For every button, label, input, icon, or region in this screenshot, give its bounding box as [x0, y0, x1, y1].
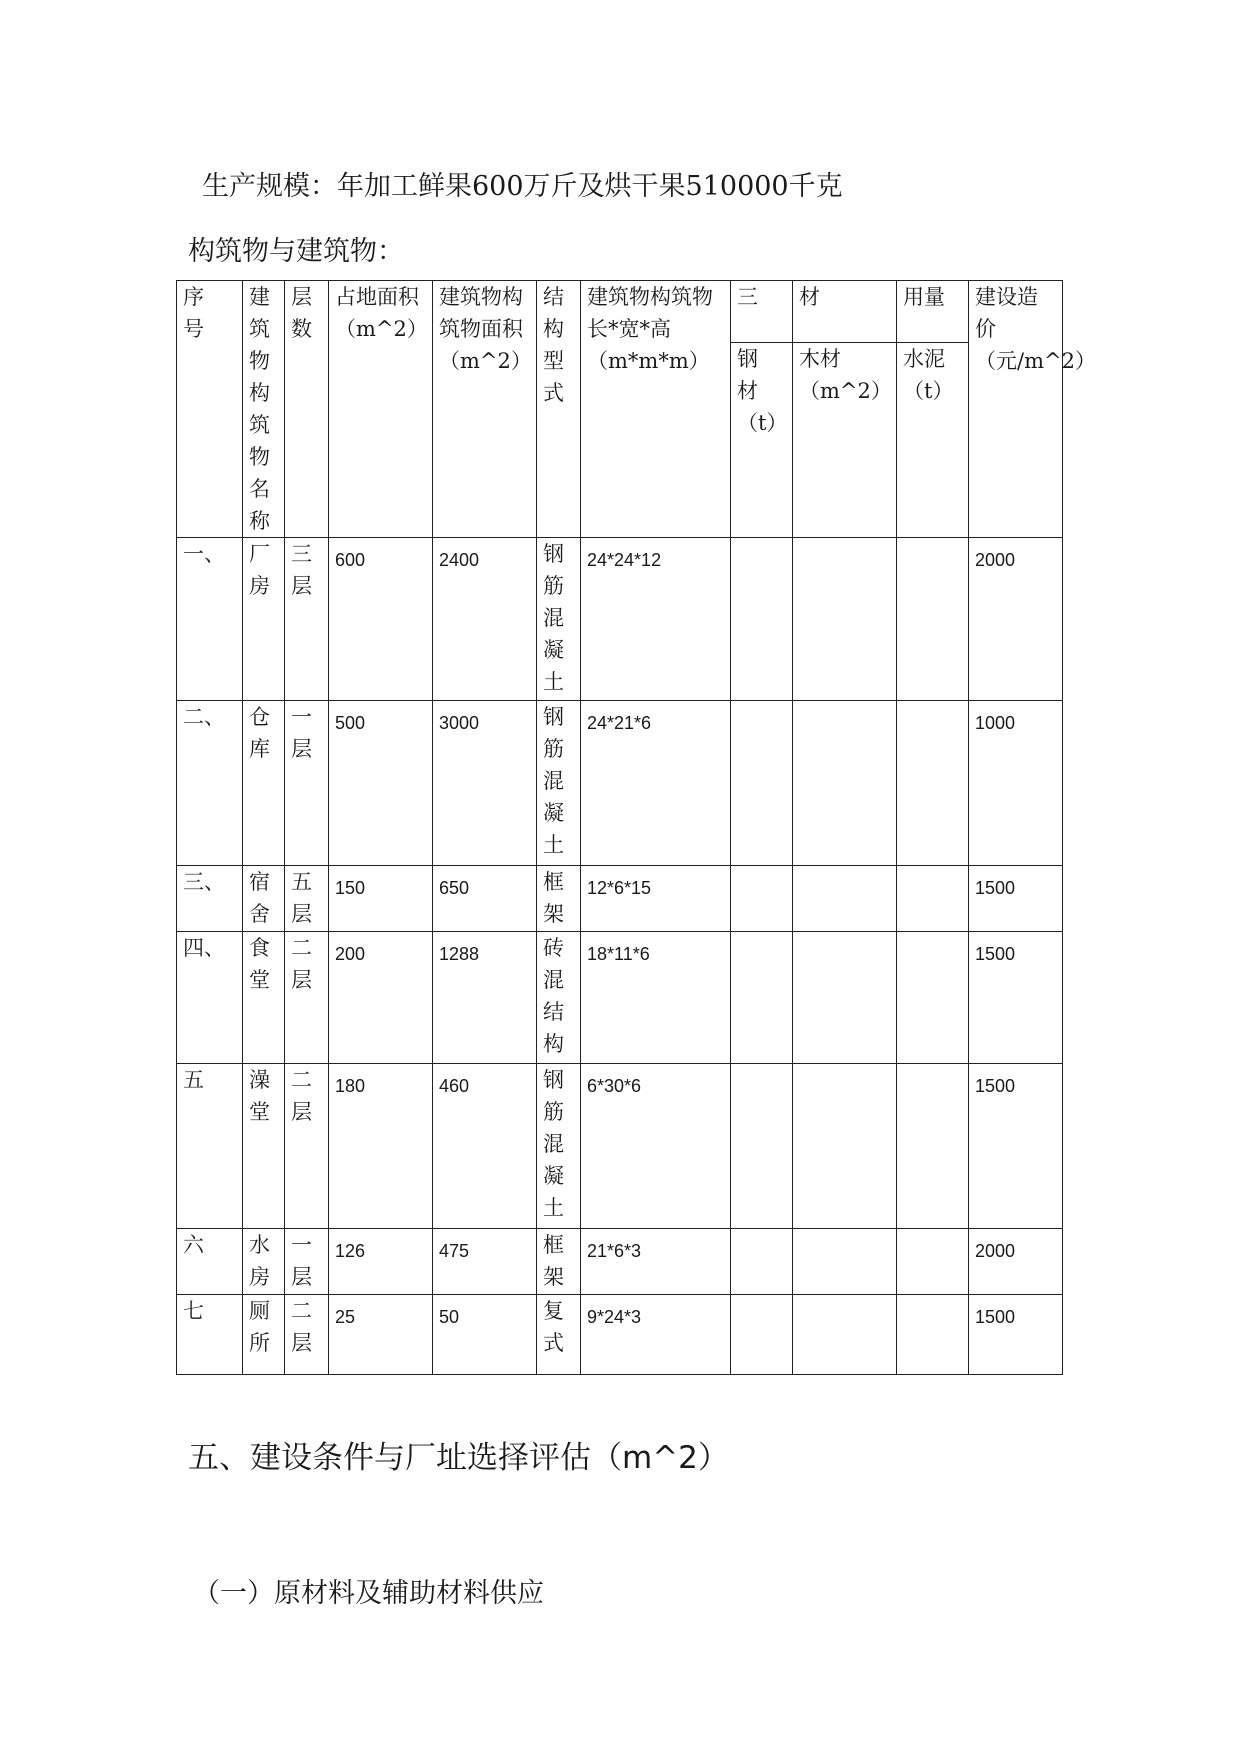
cell-dimensions: 18*11*6: [581, 932, 731, 1064]
cell-cost: 1500: [969, 1064, 1063, 1229]
table-row: [177, 1064, 1063, 1229]
cell-footprint: 150: [329, 866, 433, 932]
cell-seq: 六: [177, 1229, 243, 1295]
cell-footprint: 180: [329, 1064, 433, 1229]
header-floors: 层数: [285, 281, 329, 538]
cell-structure: 框架: [537, 866, 581, 932]
cell-floor-area: 3000: [433, 701, 537, 866]
cell-footprint: 25: [329, 1295, 433, 1375]
cell-steel: [731, 1229, 793, 1295]
cell-cost: 1500: [969, 866, 1063, 932]
buildings-table: [176, 280, 1096, 1375]
header-floor-area: 建筑物构筑物面积（m^2）: [433, 281, 537, 538]
header-materials-usage: 用量: [897, 281, 969, 343]
cell-wood: [793, 538, 897, 701]
cell-floors: 一层: [285, 701, 329, 866]
header-structure: 结构型式: [537, 281, 581, 538]
cell-dimensions: 24*24*12: [581, 538, 731, 701]
cell-name: 食堂: [243, 932, 285, 1064]
production-scale-line: 生产规模：年加工鲜果600万斤及烘干果510000千克: [202, 171, 843, 202]
header-materials-cai: 材: [793, 281, 897, 343]
header-wood: 木材（m^2）: [793, 343, 897, 538]
cell-cost: 1000: [969, 701, 1063, 866]
cell-wood: [793, 932, 897, 1064]
header-steel: 钢材（t）: [731, 343, 793, 538]
cell-cost: 2000: [969, 1229, 1063, 1295]
section-heading: 五、建设条件与厂址选择评估（m^2）: [188, 1440, 729, 1476]
cell-dimensions: 6*30*6: [581, 1064, 731, 1229]
cell-wood: [793, 701, 897, 866]
cell-name: 仓库: [243, 701, 285, 866]
cell-cement: [897, 1295, 969, 1375]
cell-structure: 钢筋混凝土: [537, 538, 581, 701]
cell-cement: [897, 701, 969, 866]
cell-cement: [897, 1229, 969, 1295]
cell-seq: 二、: [177, 701, 243, 866]
cell-wood: [793, 1295, 897, 1375]
cell-dimensions: 12*6*15: [581, 866, 731, 932]
cell-name: 澡堂: [243, 1064, 285, 1229]
cell-cement: [897, 1064, 969, 1229]
cell-seq: 七: [177, 1295, 243, 1375]
table-row: [177, 538, 1063, 701]
cell-structure: 钢筋混凝土: [537, 1064, 581, 1229]
cell-floor-area: 460: [433, 1064, 537, 1229]
table-row: [177, 866, 1063, 932]
cell-floor-area: 2400: [433, 538, 537, 701]
table-row: [177, 932, 1063, 1064]
cell-structure: 砖混结构: [537, 932, 581, 1064]
cell-structure: 框架: [537, 1229, 581, 1295]
header-seq: 序号: [177, 281, 243, 538]
cell-seq: 四、: [177, 932, 243, 1064]
cell-floors: 一层: [285, 1229, 329, 1295]
header-dimensions: 建筑物构筑物长*宽*高（m*m*m）: [581, 281, 731, 538]
cell-floors: 二层: [285, 1295, 329, 1375]
cell-structure: 复式: [537, 1295, 581, 1375]
header-cement: 水泥（t）: [897, 343, 969, 538]
cell-wood: [793, 866, 897, 932]
cell-wood: [793, 1229, 897, 1295]
cell-footprint: 200: [329, 932, 433, 1064]
cell-cement: [897, 538, 969, 701]
cell-dimensions: 9*24*3: [581, 1295, 731, 1375]
cell-floors: 五层: [285, 866, 329, 932]
header-name: 建筑物构筑物名称: [243, 281, 285, 538]
cell-steel: [731, 866, 793, 932]
cell-footprint: 600: [329, 538, 433, 701]
buildings-heading: 构筑物与建筑物：: [188, 236, 404, 267]
table-row: [177, 1295, 1063, 1375]
header-materials-san: 三: [731, 281, 793, 343]
cell-steel: [731, 1295, 793, 1375]
cell-dimensions: 21*6*3: [581, 1229, 731, 1295]
cell-footprint: 126: [329, 1229, 433, 1295]
cell-floors: 二层: [285, 932, 329, 1064]
cell-seq: 五: [177, 1064, 243, 1229]
cell-name: 宿舍: [243, 866, 285, 932]
cell-cement: [897, 932, 969, 1064]
cell-cost: 2000: [969, 538, 1063, 701]
table-row: [177, 1229, 1063, 1295]
cell-floors: 二层: [285, 1064, 329, 1229]
cell-cost: 1500: [969, 1295, 1063, 1375]
cell-floors: 三层: [285, 538, 329, 701]
cell-cement: [897, 866, 969, 932]
cell-wood: [793, 1064, 897, 1229]
cell-steel: [731, 538, 793, 701]
cell-footprint: 500: [329, 701, 433, 866]
cell-seq: 三、: [177, 866, 243, 932]
cell-steel: [731, 932, 793, 1064]
cell-floor-area: 475: [433, 1229, 537, 1295]
table-row: [177, 701, 1063, 866]
cell-name: 厂房: [243, 538, 285, 701]
cell-floor-area: 650: [433, 866, 537, 932]
cell-seq: 一、: [177, 538, 243, 701]
cell-floor-area: 1288: [433, 932, 537, 1064]
header-cost: 建设造价（元/m^2）: [969, 281, 1063, 538]
cell-name: 厕所: [243, 1295, 285, 1375]
cell-name: 水房: [243, 1229, 285, 1295]
subsection-heading: （一）原材料及辅助材料供应: [193, 1578, 544, 1609]
cell-structure: 钢筋混凝土: [537, 701, 581, 866]
cell-steel: [731, 701, 793, 866]
cell-dimensions: 24*21*6: [581, 701, 731, 866]
cell-cost: 1500: [969, 932, 1063, 1064]
cell-steel: [731, 1064, 793, 1229]
cell-floor-area: 50: [433, 1295, 537, 1375]
header-footprint: 占地面积（m^2）: [329, 281, 433, 538]
